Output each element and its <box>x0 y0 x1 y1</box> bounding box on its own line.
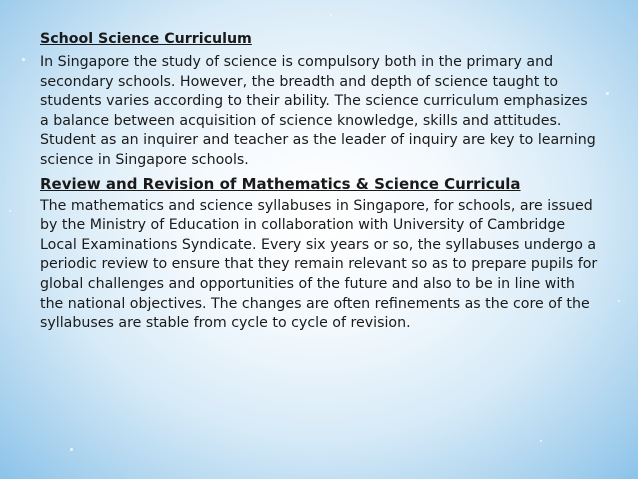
slide-content <box>40 30 600 334</box>
sparkle-decoration <box>540 440 542 442</box>
section-body-school-science: In Singapore the study of science is compulsory both in the primary and secondary schools. However, the breadth and depth of science taught to students varies according to their ability. The science curriculum emphasizes a balance between acquisition of science knowledge, skills and attitudes. Student as an inquirer and teacher as the leader of inquiry are key to learning science in Singapore schools. <box>40 54 596 168</box>
sparkle-decoration <box>70 448 73 451</box>
sparkle-decoration <box>22 58 25 61</box>
sparkle-decoration <box>606 92 609 95</box>
section-heading-school-science: School Science Curriculum <box>40 31 252 47</box>
sparkle-decoration <box>618 300 620 302</box>
section-heading-review-revision: Review and Revision of Mathematics & Science Curricula <box>40 174 521 193</box>
section-body-review-revision: The mathematics and science syllabuses in Singapore, for schools, are issued by the Ministry of Education in collaboration with University of Cambridge Local Examinations Syndicate. Every six years or so, the syllabuses undergo a periodic review to ensure that they remain relevant so as to prepare pupils for global challenges and opportunities of the future and also to be in line with the national objectives. The changes are often refinements as the core of the syllabuses are stable from cycle to cycle of revision. <box>40 197 598 332</box>
sparkle-decoration <box>9 210 11 212</box>
sparkle-decoration <box>330 14 332 16</box>
